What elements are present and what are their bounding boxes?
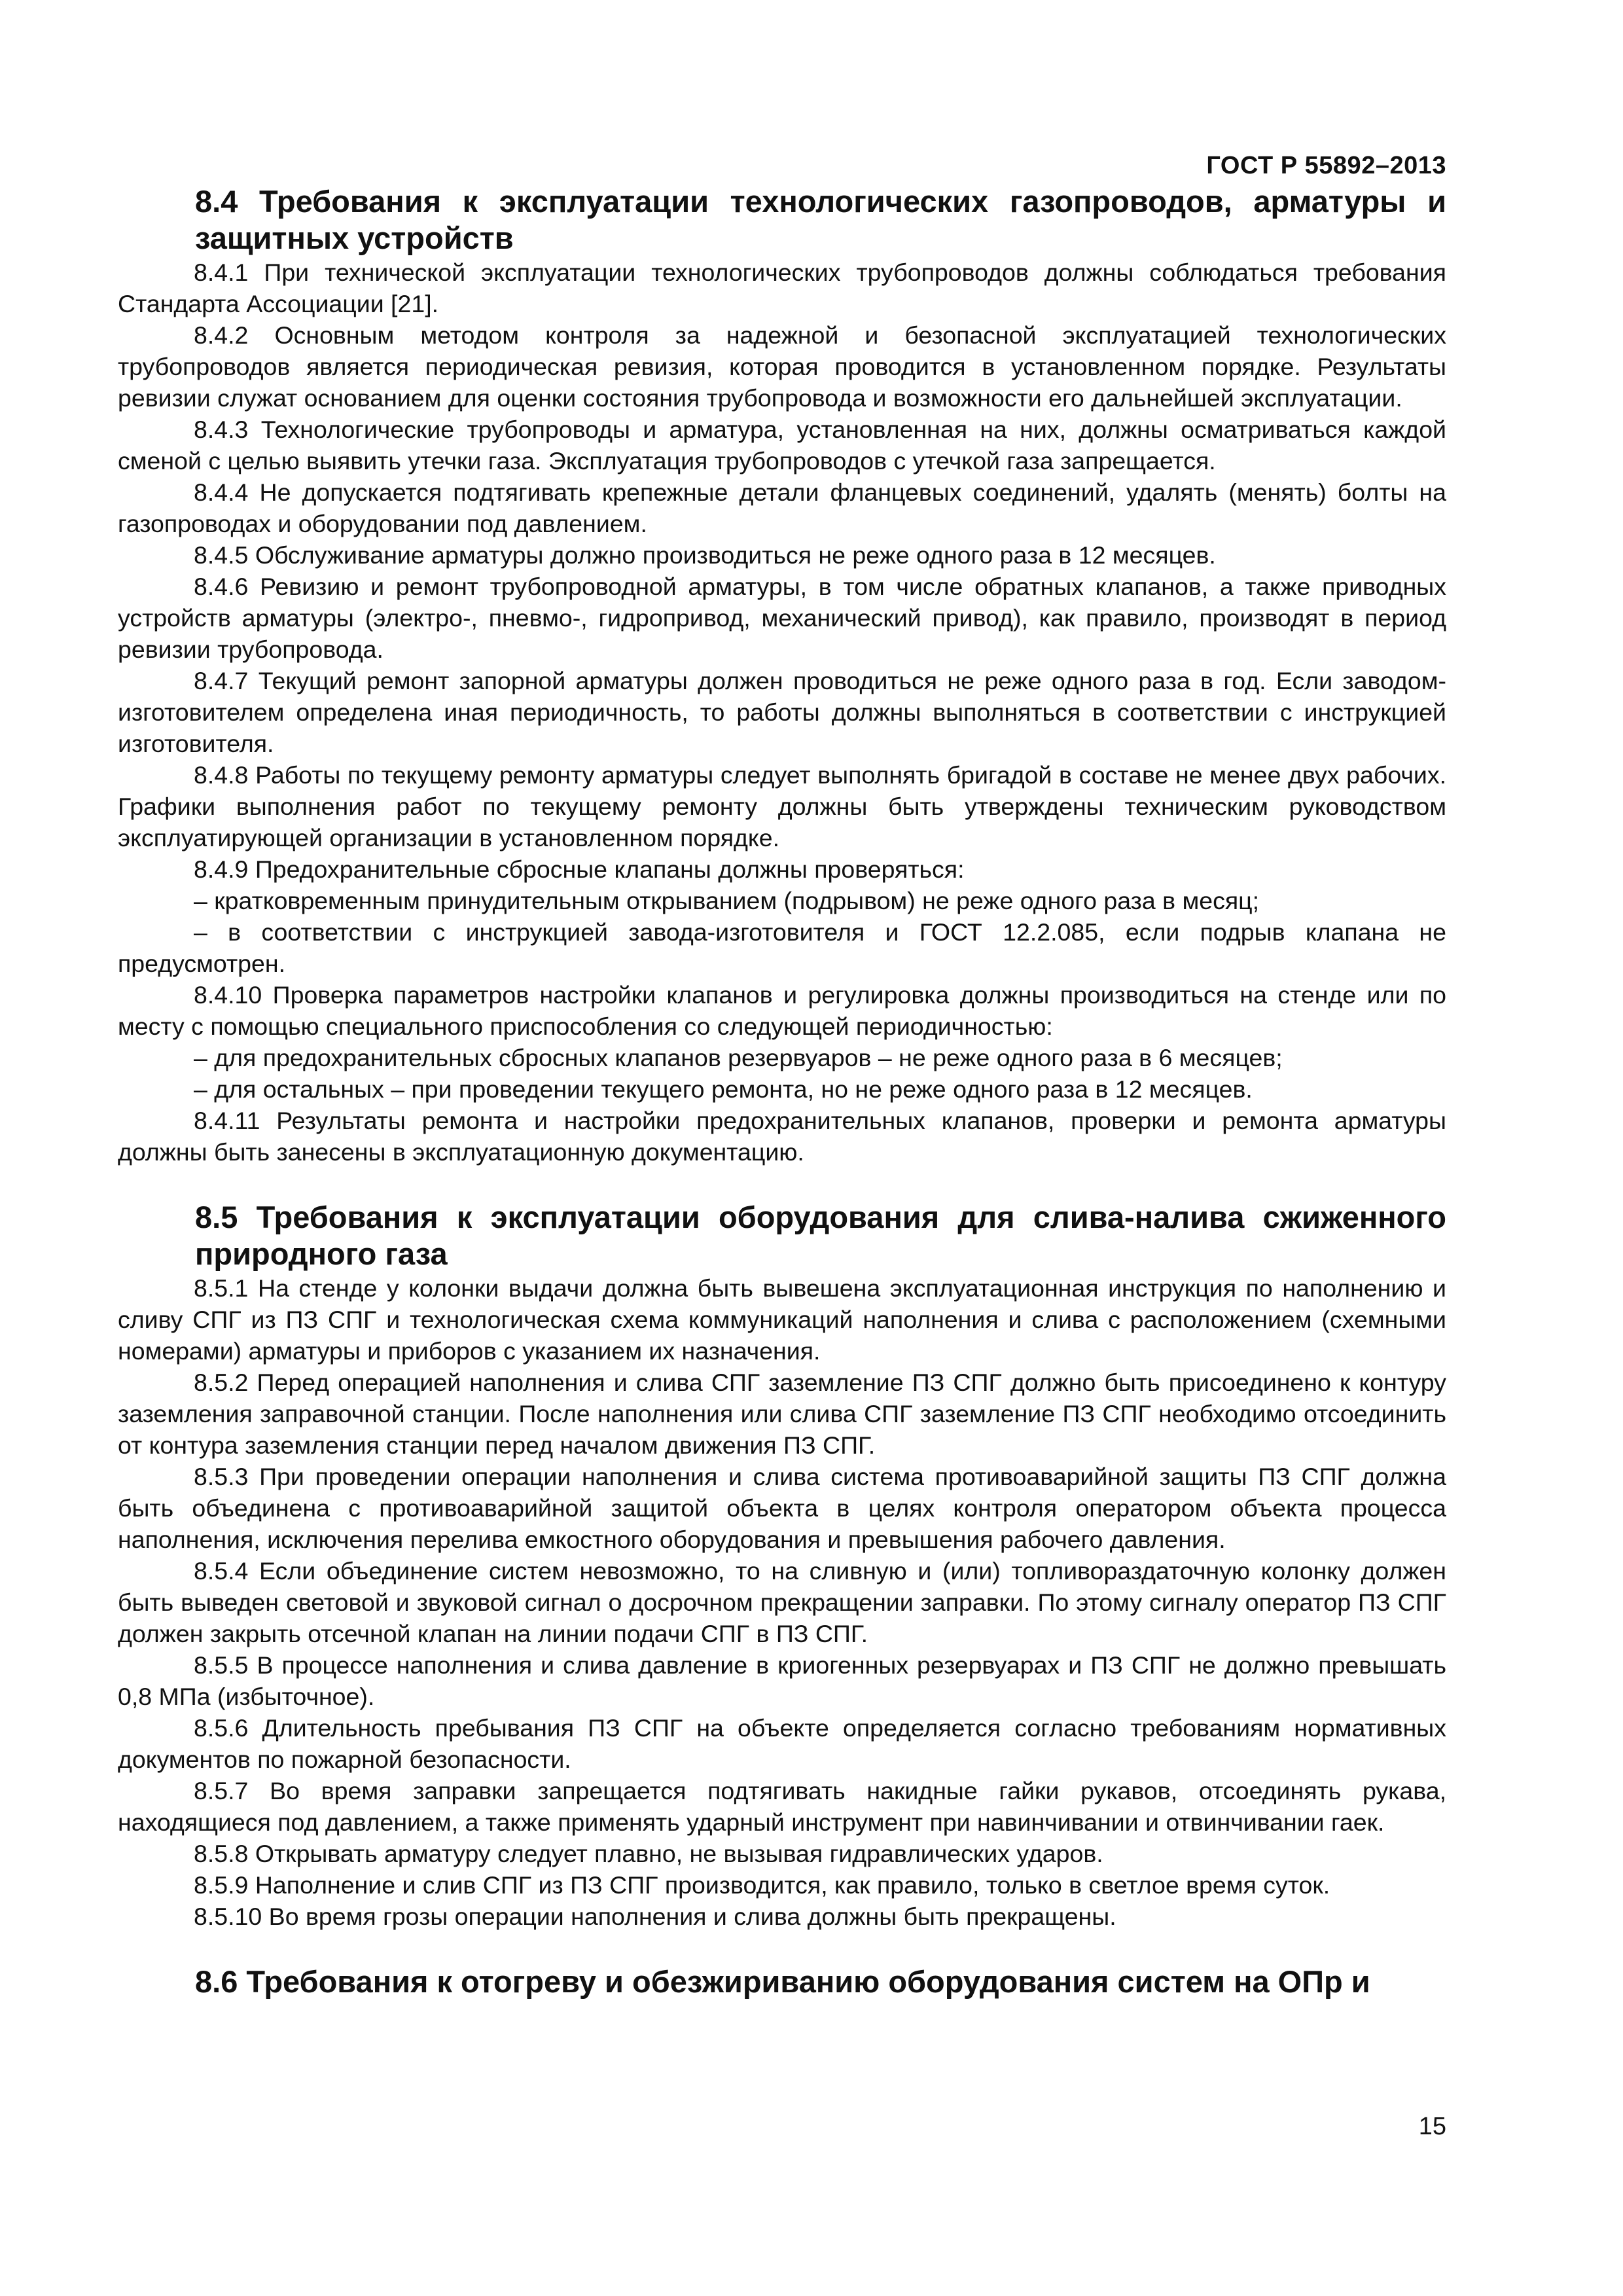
paragraph: 8.4.11 Результаты ремонта и настройки предохранительных клапанов, проверки и ремонта арматуры должны быть занесены в эксплуатационную документацию. xyxy=(118,1107,1446,1166)
section-heading: 8.4 Требования к эксплуатации технологических газопроводов, арматуры и защитных устройств xyxy=(195,184,1446,255)
section-8-6 xyxy=(118,1964,1446,2000)
list-item: – для остальных – при проведении текущего ремонта, но не реже одного раза в 12 месяцев. xyxy=(194,1075,1253,1103)
paragraph: 8.4.3 Технологические трубопроводы и арматура, установленная на них, должны осматриваться каждой сменой с целью выявить утечки газа. Эксплуатация трубопроводов с утечкой газа запрещается. xyxy=(118,416,1446,475)
list-item: – в соответствии с инструкцией завода-изготовителя и ГОСТ 12.2.085, если подрыв клапана не предусмотрен. xyxy=(118,918,1446,977)
paragraph: 8.4.5 Обслуживание арматуры должно производиться не реже одного раза в 12 месяцев. xyxy=(194,541,1216,569)
section-spacer xyxy=(118,1168,1446,1199)
paragraph: 8.4.6 Ревизию и ремонт трубопроводной арматуры, в том числе обратных клапанов, а также приводных устройств арматуры (электро-, пневмо-, гидропривод, механический привод), как правило, производят в период ревизии трубопровода. xyxy=(118,573,1446,663)
section-heading: 8.5 Требования к эксплуатации оборудования для слива-налива сжиженного природного газа xyxy=(195,1200,1446,1271)
list-item: – кратковременным принудительным открыванием (подрывом) не реже одного раза в месяц; xyxy=(194,887,1260,914)
paragraph: 8.5.7 Во время заправки запрещается подтягивать накидные гайки рукавов, отсоединять рукава, находящиеся под давлением, а также применять ударный инструмент при навинчивании и отвинчивании гаек. xyxy=(118,1777,1446,1836)
section-spacer xyxy=(118,1932,1446,1964)
paragraph: 8.4.4 Не допускается подтягивать крепежные детали фланцевых соединений, удалять (менять) болты на газопроводах и оборудовании под давлением. xyxy=(118,478,1446,537)
paragraph: 8.5.9 Наполнение и слив СПГ из ПЗ СПГ производится, как правило, только в светлое время суток. xyxy=(194,1871,1330,1899)
paragraph: 8.5.8 Открывать арматуру следует плавно, не вызывая гидравлических ударов. xyxy=(194,1840,1103,1867)
section-8-5 xyxy=(118,1199,1446,1932)
paragraph: 8.5.5 В процессе наполнения и слива давление в криогенных резервуарах и ПЗ СПГ не должно превышать 0,8 МПа (избыточное). xyxy=(118,1651,1446,1710)
paragraph: 8.4.9 Предохранительные сбросные клапаны должны проверяться: xyxy=(194,855,965,883)
document-code: ГОСТ Р 55892–2013 xyxy=(1206,152,1446,179)
section-8-4 xyxy=(118,183,1446,1168)
page-number: 15 xyxy=(1418,2113,1446,2140)
paragraph: 8.5.4 Если объединение систем невозможно, то на сливную и (или) топливораздаточную колонку должен быть выведен световой и звуковой сигнал о досрочном прекращении заправки. По этому сигналу оператор ПЗ СПГ должен закрыть отсечной клапан на линии подачи СПГ в ПЗ СПГ. xyxy=(118,1557,1446,1647)
section-heading: 8.6 Требования к отогреву и обезжириванию оборудования систем на ОПр и xyxy=(195,1964,1370,1999)
document-body xyxy=(118,183,1446,2000)
paragraph: 8.5.2 Перед операцией наполнения и слива СПГ заземление ПЗ СПГ должно быть присоединено к контуру заземления заправочной станции. После наполнения или слива СПГ заземление ПЗ СПГ необходимо отсоединить от контура заземления станции перед началом движения ПЗ СПГ. xyxy=(118,1369,1446,1459)
paragraph: 8.4.7 Текущий ремонт запорной арматуры должен проводиться не реже одного раза в год. Если заводом-изготовителем определена иная периодичность, то работы должны выполняться в соответствии с инструкцией изготовителя. xyxy=(118,667,1446,757)
paragraph: 8.4.1 При технической эксплуатации технологических трубопроводов должны соблюдаться требования Стандарта Ассоциации [21]. xyxy=(118,259,1446,317)
paragraph: 8.5.3 При проведении операции наполнения и слива система противоаварийной защиты ПЗ СПГ должна быть объединена с противоаварийной защитой объекта в целях контроля оператором объекта процесса наполнения, исключения перелива емкостного оборудования и превышения рабочего давления. xyxy=(118,1463,1446,1553)
paragraph: 8.5.6 Длительность пребывания ПЗ СПГ на объекте определяется согласно требованиям нормативных документов по пожарной безопасности. xyxy=(118,1714,1446,1773)
paragraph: 8.5.1 На стенде у колонки выдачи должна быть вывешена эксплуатационная инструкция по наполнению и сливу СПГ из ПЗ СПГ и технологическая схема коммуникаций наполнения и слива с расположением (схемными номерами) арматуры и приборов с указанием их назначения. xyxy=(118,1274,1446,1365)
list-item: – для предохранительных сбросных клапанов резервуаров – не реже одного раза в 6 месяцев; xyxy=(194,1044,1283,1071)
paragraph: 8.4.2 Основным методом контроля за надежной и безопасной эксплуатацией технологических трубопроводов является периодическая ревизия, которая проводится в установленном порядке. Результаты ревизии служат основанием для оценки состояния трубопровода и возможности его дальнейшей эксплуатации. xyxy=(118,321,1446,412)
paragraph: 8.5.10 Во время грозы операции наполнения и слива должны быть прекращены. xyxy=(194,1903,1116,1930)
paragraph: 8.4.8 Работы по текущему ремонту арматуры следует выполнять бригадой в составе не менее двух рабочих. Графики выполнения работ по текущему ремонту должны быть утверждены техническим руководством эксплуатирующей организации в установленном порядке. xyxy=(118,761,1446,852)
paragraph: 8.4.10 Проверка параметров настройки клапанов и регулировка должны производиться на стенде или по месту с помощью специального приспособления со следующей периодичностью: xyxy=(118,981,1446,1040)
